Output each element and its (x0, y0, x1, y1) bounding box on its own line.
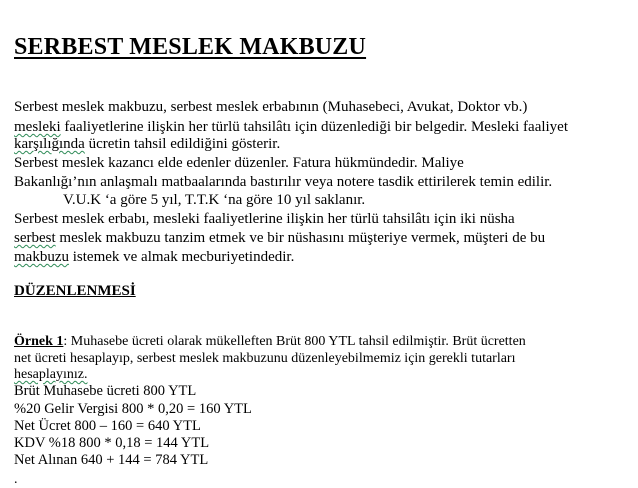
example-line-1: Örnek 1: Muhasebe ücreti olarak mükelleften Brüt 800 YTL tahsil edilmiştir. Brüt ücretten (14, 334, 526, 349)
retention-line: V.U.K ‘a göre 5 yıl, T.T.K ‘na göre 10 yıl saklanır. (63, 192, 366, 208)
intro-line-4: Serbest meslek kazancı elde edenler düzenler. Fatura hükmündedir. Maliye (14, 155, 464, 171)
calc-line: %20 Gelir Vergisi 800 * 0,20 = 160 YTL (14, 401, 252, 417)
intro-line-9: makbuzu istemek ve almak mecburiyetindedir. (14, 249, 295, 265)
intro-line-2: mesleki faaliyetlerine ilişkin her türlü tahsilâtı için düzenlediği bir belgedir. Mesleki faaliyet (14, 119, 569, 135)
spellcheck-word: hesaplayınız. (14, 367, 88, 382)
spellcheck-word: mesleki (14, 119, 61, 135)
trailing-mark: . (14, 472, 18, 487)
example-line-2: net ücreti hesaplayıp, serbest meslek makbuzunu düzenleyebilmemiz için gerekli tutarları (14, 351, 516, 366)
intro-line-7: Serbest meslek erbabı, mesleki faaliyetlerine ilişkin her türlü tahsilâtı için iki nüsha (14, 211, 515, 227)
intro-line-1: Serbest meslek makbuzu, serbest meslek erbabının (Muhasebeci, Avukat, Doktor vb.) (14, 99, 528, 115)
intro-line-5: Bakanlığı’nın anlaşmalı matbaalarında bastırılır veya notere tasdik ettirilerek temin edilir. (14, 174, 553, 190)
spellcheck-word: makbuzu (14, 249, 69, 265)
calc-line: Net Ücret 800 – 160 = 640 YTL (14, 418, 201, 434)
calc-line: KDV %18 800 * 0,18 = 144 YTL (14, 435, 210, 451)
document-title: SERBEST MESLEK MAKBUZU (14, 34, 367, 60)
intro-line-8: serbest meslek makbuzu tanzim etmek ve bir nüshasını müşteriye vermek, müşteri de bu (14, 230, 546, 246)
section-heading: DÜZENLENMESİ (14, 283, 136, 299)
calc-line: Net Alınan 640 + 144 = 784 YTL (14, 452, 209, 468)
example-label: Örnek 1 (14, 334, 64, 349)
calc-line: Brüt Muhasebe ücreti 800 YTL (14, 383, 197, 399)
example-line-3 (14, 366, 87, 383)
intro-line-3: karşılığında ücretin tahsil edildiğini gösterir. (14, 136, 281, 152)
spellcheck-word: karşılığında (14, 136, 85, 152)
spellcheck-word: serbest (14, 230, 56, 246)
